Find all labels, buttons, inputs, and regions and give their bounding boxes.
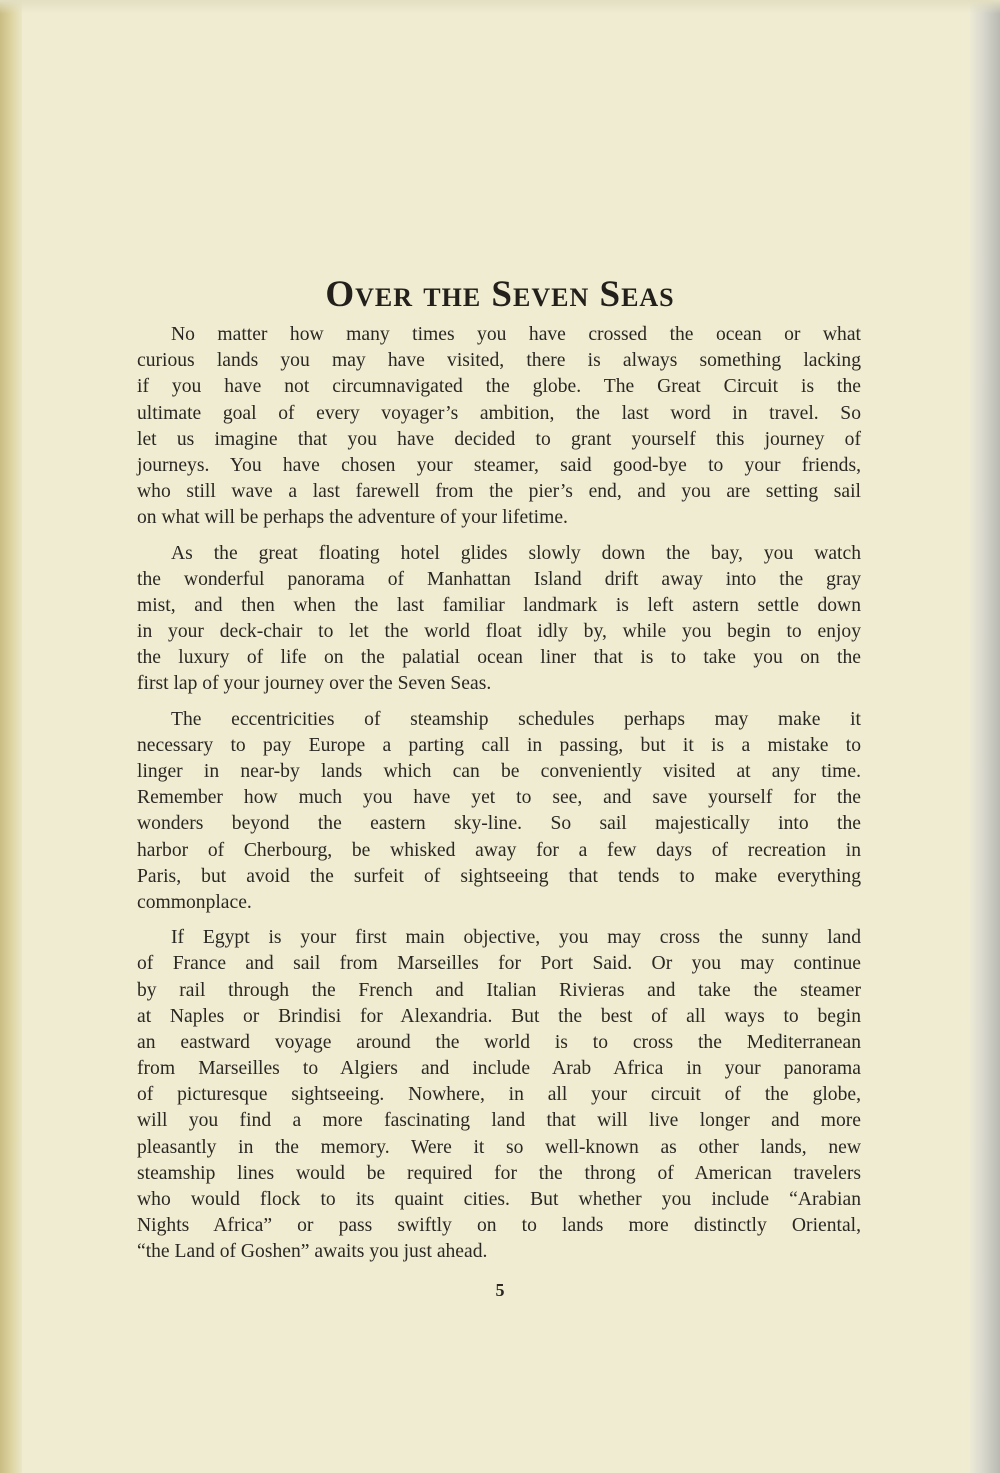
text-line: at Naples or Brindisi for Alexandria. But the best of all ways to begin [137,1005,861,1027]
page-top-shade [0,0,1000,14]
text-line: let us imagine that you have decided to grant yourself this journey of [137,428,861,450]
text-line: harbor of Cherbourg, be whisked away for a few days of recreation in [137,839,861,861]
paragraph [137,541,861,698]
text-line: an eastward voyage around the world is to cross the Mediterranean [137,1031,861,1053]
paragraph [137,925,861,1265]
text-line: who still wave a last farewell from the pier’s end, and you are setting sail [137,481,861,503]
text-line: in your deck-chair to let the world float idly by, while you begin to enjoy [137,621,861,643]
text-line: ultimate goal of every voyager’s ambition, the last word in travel. So [137,402,861,424]
text-line: No matter how many times you have crossed the ocean or what [171,324,861,345]
text-line: commonplace. [137,891,252,913]
text-line: curious lands you may have visited, there is always something lacking [137,350,861,372]
text-line: Paris, but avoid the surfeit of sightseeing that tends to make everything [137,865,861,887]
text-line: will you find a more fascinating land that will live longer and more [137,1110,861,1132]
text-line: If Egypt is your first main objective, you may cross the sunny land [171,927,861,949]
text-line: The eccentricities of steamship schedules perhaps may make it [171,708,861,730]
text-line: wonders beyond the eastern sky-line. So sail majestically into the [137,813,861,835]
text-line: of France and sail from Marseilles for Port Said. Or you may continue [137,953,861,975]
text-line: steamship lines would be required for the throng of American travelers [137,1162,861,1184]
paragraph [137,322,861,532]
text-line: from Marseilles to Algiers and include Arab Africa in your panorama [137,1058,861,1080]
book-spine-edge [0,0,22,1473]
text-line: if you have not circumnavigated the globe. The Great Circuit is the [137,376,861,398]
page-number: 5 [495,1280,505,1300]
text-line: Nights Africa” or pass swiftly on to lands more distinctly Oriental, [137,1215,861,1237]
paragraph [137,707,861,917]
text-line: mist, and then when the last familiar landmark is left astern settle down [137,594,861,616]
text-line: As the great floating hotel glides slowly down the bay, you watch [171,542,861,564]
text-line: by rail through the French and Italian Rivieras and take the steamer [137,979,861,1001]
text-line: the luxury of life on the palatial ocean liner that is to take you on the [137,647,861,669]
page-right-edge-shadow [970,0,1000,1473]
text-line: pleasantly in the memory. Were it so well-known as other lands, new [137,1136,861,1158]
text-line: linger in near-by lands which can be conveniently visited at any time. [137,761,861,782]
text-line: necessary to pay Europe a parting call in passing, but it is a mistake to [137,734,861,756]
body-text [137,322,861,1275]
text-line: of picturesque sightseeing. Nowhere, in all your circuit of the globe, [137,1084,861,1106]
page-title: Over the Seven Seas [325,273,675,315]
text-line: “the Land of Goshen” awaits you just ahead. [137,1241,488,1263]
text-line: Remember how much you have yet to see, and save yourself for the [137,787,861,809]
text-line: who would flock to its quaint cities. But whether you include “Arabian [137,1189,861,1210]
text-line: the wonderful panorama of Manhattan Island drift away into the gray [137,568,861,590]
text-line: first lap of your journey over the Seven Seas. [137,673,492,695]
text-line: journeys. You have chosen your steamer, said good-bye to your friends, [137,454,861,476]
text-line: on what will be perhaps the adventure of your lifetime. [137,507,568,529]
